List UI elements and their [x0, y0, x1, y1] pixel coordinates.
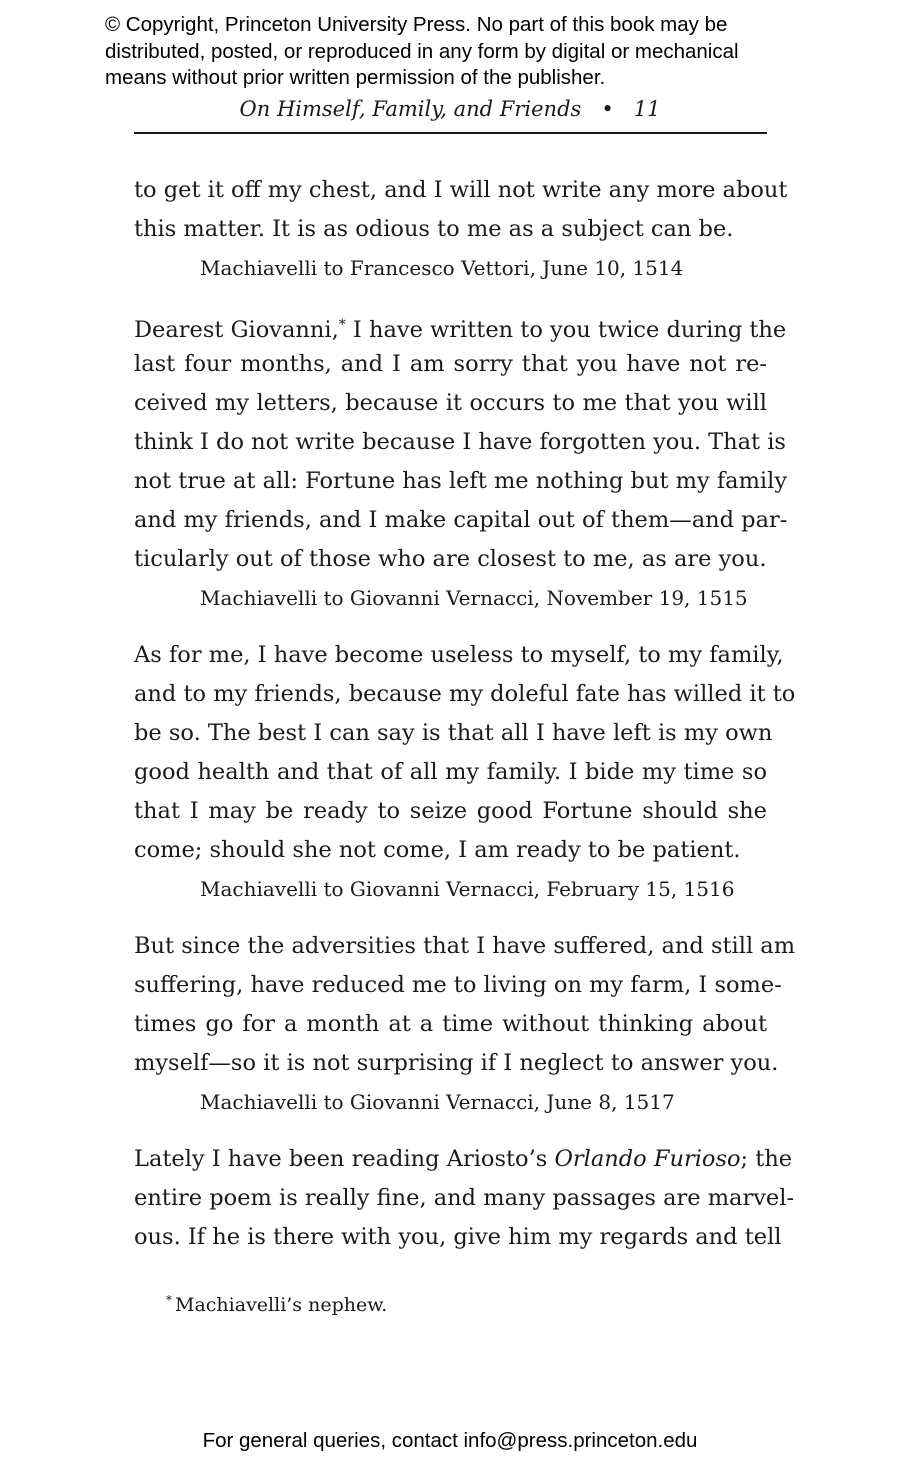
text-fragment: ; the: [740, 1146, 793, 1172]
letter-attribution: Machiavelli to Giovanni Vernacci, November 19, 1515: [200, 586, 748, 610]
text-fragment: I have written to you twice during the: [345, 317, 787, 343]
copyright-notice: [105, 12, 865, 92]
text-line: entire poem is really fine, and many passages are marvel-: [134, 1185, 795, 1211]
letter-attribution: Machiavelli to Giovanni Vernacci, June 8, 1517: [200, 1090, 675, 1114]
text-line: be so. The best I can say is that all I have left is my own: [134, 720, 773, 746]
letter-attribution: Machiavelli to Francesco Vettori, June 10, 1514: [200, 256, 684, 280]
text-line: and to my friends, because my doleful fate has willed it to: [134, 681, 796, 707]
copyright-line: © Copyright, Princeton University Press. No part of this book may be: [105, 13, 728, 36]
footnote-marker: *: [166, 1293, 172, 1307]
header-rule: [134, 132, 767, 134]
text-line: ticularly out of those who are closest to me, as are you.: [134, 546, 767, 572]
text-line: times go for a month at a time without thinking about: [134, 1011, 767, 1037]
running-head-title: On Himself, Family, and Friends: [239, 97, 582, 121]
text-line: not true at all: Fortune has left me nothing but my family: [134, 468, 788, 494]
text-line: ceived my letters, because it occurs to me that you will: [134, 390, 767, 416]
text-line: suffering, have reduced me to living on my farm, I some-: [134, 972, 782, 998]
running-head: [134, 94, 766, 124]
text-line: think I do not write because I have forgotten you. That is: [134, 429, 786, 455]
text-line: [134, 306, 787, 345]
text-line: ous. If he is there with you, give him my regards and tell: [134, 1224, 782, 1250]
text-line: and my friends, and I make capital out of them—and par-: [134, 507, 788, 533]
text-line: [134, 1140, 793, 1179]
text-line: that I may be ready to seize good Fortune should she: [134, 798, 767, 824]
salutation: Dearest Giovanni,: [134, 317, 339, 343]
contact-notice: For general queries, contact info@press.princeton.edu: [202, 1429, 698, 1452]
footnote-marker: *: [338, 317, 346, 333]
text-line: myself—so it is not surprising if I neglect to answer you.: [134, 1050, 779, 1076]
text-line: this matter. It is as odious to me as a subject can be.: [134, 216, 734, 242]
letter-attribution: Machiavelli to Giovanni Vernacci, February 15, 1516: [200, 877, 735, 901]
text-line: good health and that of all my family. I bide my time so: [134, 759, 767, 785]
copyright-line: distributed, posted, or reproduced in any form by digital or mechanical: [105, 39, 739, 63]
text-line: last four months, and I am sorry that you have not re-: [134, 351, 767, 377]
text-line: to get it off my chest, and I will not write any more about: [134, 177, 788, 203]
footnote-text: Machiavelli’s nephew.: [175, 1294, 388, 1316]
book-title: Orlando Furioso: [554, 1146, 741, 1172]
copyright-line: means without prior written permission of the publisher.: [105, 66, 606, 89]
body-text: [134, 171, 796, 1257]
text-fragment: Lately I have been reading Ariosto’s: [134, 1146, 555, 1172]
footnote: [166, 1286, 387, 1319]
text-line: But since the adversities that I have suffered, and still am: [134, 933, 796, 959]
text-line: As for me, I have become useless to myself, to my family,: [134, 642, 784, 668]
running-head-separator: •: [601, 97, 614, 121]
page-number: 11: [633, 97, 661, 121]
text-line: come; should she not come, I am ready to be patient.: [134, 837, 741, 863]
